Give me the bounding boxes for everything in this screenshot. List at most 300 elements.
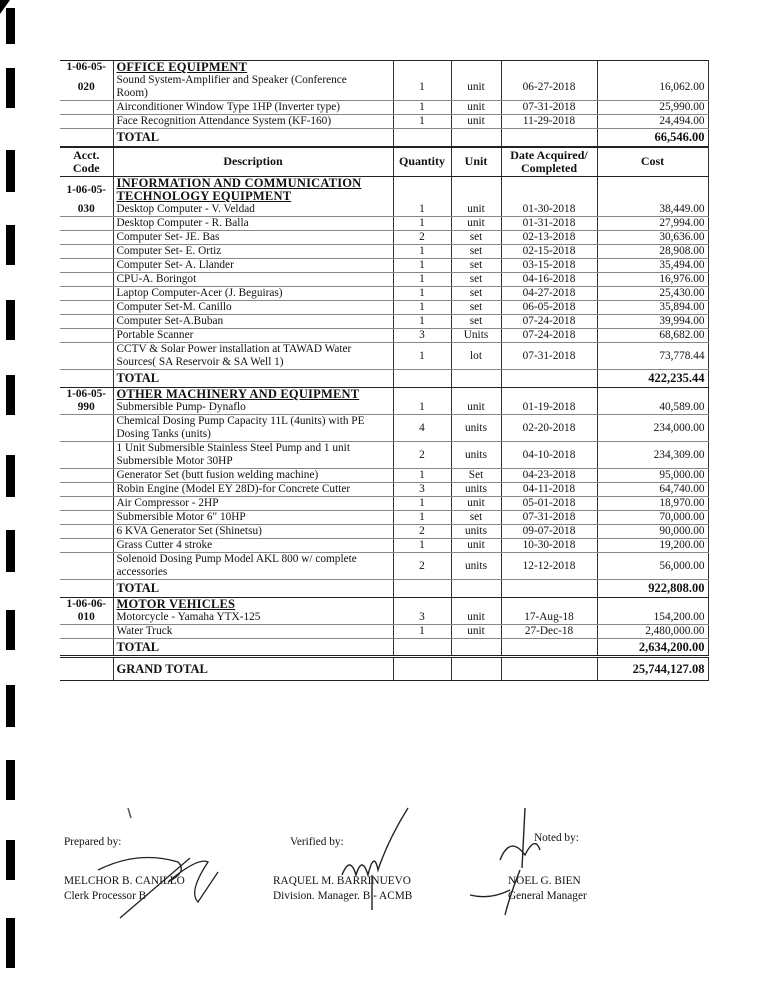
item-desc-line1: CCTV & Solar Power installation at TAWAD Water <box>116 343 352 355</box>
item-desc-line1: CPU-A. Boringot <box>116 273 197 285</box>
handwritten-signatures <box>60 800 760 950</box>
empty-cell <box>451 177 501 204</box>
acct-code <box>60 657 113 681</box>
item-unit: set <box>451 315 501 329</box>
code-part2: 030 <box>77 203 95 215</box>
item-unit: unit <box>451 401 501 415</box>
code-part1: 1-06-05- <box>66 388 107 400</box>
table-row <box>60 639 708 657</box>
item-cost: 2,480,000.00 <box>597 625 708 639</box>
acct-code <box>60 442 113 469</box>
item-desc-line1: Solenoid Dosing Pump Model AKL 800 w/ complete <box>116 553 357 565</box>
item-desc-line2: Dosing Tanks (units) <box>116 428 211 440</box>
item-description <box>113 259 393 273</box>
item-unit: unit <box>451 497 501 511</box>
item-desc-line1: 6 KVA Generator Set (Shinetsu) <box>116 525 262 537</box>
item-unit: set <box>451 273 501 287</box>
item-quantity: 1 <box>393 203 451 217</box>
table-row <box>60 315 708 329</box>
acct-code <box>60 343 113 370</box>
item-date: 09-07-2018 <box>501 525 597 539</box>
code-part2: 010 <box>77 611 95 623</box>
table-row <box>60 259 708 273</box>
acct-code <box>60 469 113 483</box>
item-desc-line1: Laptop Computer-Acer (J. Beguiras) <box>116 287 283 299</box>
item-desc-line2: accessories <box>116 566 168 578</box>
inventory-table <box>60 60 709 681</box>
table-row <box>60 553 708 580</box>
item-cost: 234,000.00 <box>597 415 708 442</box>
verified-by-title: Division. Manager. B - ACMB <box>273 890 413 902</box>
item-desc-line1: Grass Cutter 4 stroke <box>116 539 213 551</box>
item-desc-line1: Robin Engine (Model EY 28D)-for Concrete Cutter <box>116 483 351 495</box>
item-quantity: 1 <box>393 511 451 525</box>
empty-cell <box>501 580 597 598</box>
item-description <box>113 74 393 101</box>
item-description <box>113 273 393 287</box>
item-description <box>113 217 393 231</box>
item-unit: Units <box>451 329 501 343</box>
empty-cell <box>393 370 451 388</box>
table-row <box>60 231 708 245</box>
section-title: OTHER MACHINERY AND EQUIPMENT <box>113 388 393 402</box>
item-desc-line2: Sources( SA Reservoir & SA Well 1) <box>116 356 284 368</box>
item-date: 07-24-2018 <box>501 315 597 329</box>
item-desc-line1: Computer Set- E. Ortiz <box>116 245 222 257</box>
item-cost: 25,990.00 <box>597 101 708 115</box>
acct-code <box>60 61 113 75</box>
table-row <box>60 539 708 553</box>
item-desc-line1: Computer Set- A. Llander <box>116 259 234 271</box>
item-description <box>113 287 393 301</box>
item-cost: 16,062.00 <box>597 74 708 101</box>
item-desc-line1: Chemical Dosing Pump Capacity 11L (4units) with PE <box>116 415 365 427</box>
item-description <box>113 539 393 553</box>
code-part2: 020 <box>77 80 95 93</box>
table-row <box>60 657 708 681</box>
table-row <box>60 525 708 539</box>
item-quantity: 1 <box>393 287 451 301</box>
item-cost: 38,449.00 <box>597 203 708 217</box>
item-desc-line1: 1 Unit Submersible Stainless Steel Pump and 1 unit <box>116 442 350 454</box>
item-description <box>113 442 393 469</box>
item-desc-line2: Submersible Motor 30HP <box>116 455 233 467</box>
item-cost: 27,994.00 <box>597 217 708 231</box>
acct-line2: Code <box>72 160 100 175</box>
item-quantity: 1 <box>393 625 451 639</box>
table-row <box>60 74 708 101</box>
table-row <box>60 115 708 129</box>
item-date: 11-29-2018 <box>501 115 597 129</box>
item-unit: Set <box>451 469 501 483</box>
acct-code <box>60 217 113 231</box>
item-cost: 18,970.00 <box>597 497 708 511</box>
table-row <box>60 511 708 525</box>
acct-code <box>60 245 113 259</box>
acct-code <box>60 370 113 388</box>
item-cost: 16,976.00 <box>597 273 708 287</box>
acct-code <box>60 415 113 442</box>
item-date: 04-27-2018 <box>501 287 597 301</box>
item-unit: set <box>451 245 501 259</box>
item-quantity: 1 <box>393 259 451 273</box>
empty-cell <box>393 639 451 657</box>
item-unit: lot <box>451 343 501 370</box>
item-description <box>113 415 393 442</box>
prepared-by-name: MELCHOR B. CANILLO <box>64 875 185 887</box>
item-unit: unit <box>451 101 501 115</box>
header-description: Description <box>113 147 393 177</box>
table-row <box>60 415 708 442</box>
item-description <box>113 483 393 497</box>
empty-cell <box>501 657 597 681</box>
item-description <box>113 525 393 539</box>
acct-code <box>60 129 113 147</box>
item-cost: 28,908.00 <box>597 245 708 259</box>
item-desc-line1: Desktop Computer - V. Veldad <box>116 203 255 215</box>
item-cost: 30,636.00 <box>597 231 708 245</box>
item-date: 17-Aug-18 <box>501 611 597 625</box>
item-description <box>113 245 393 259</box>
item-date: 12-12-2018 <box>501 553 597 580</box>
empty-cell <box>393 129 451 147</box>
noted-by-label: Noted by: <box>534 832 579 844</box>
table-row <box>60 101 708 115</box>
item-desc-line1: Air Compressor - 2HP <box>116 497 219 509</box>
item-quantity: 3 <box>393 329 451 343</box>
item-cost: 95,000.00 <box>597 469 708 483</box>
table-row <box>60 625 708 639</box>
acct-code <box>60 231 113 245</box>
item-desc-line1: Desktop Computer - R. Balla <box>116 217 249 229</box>
item-description <box>113 115 393 129</box>
item-date: 04-11-2018 <box>501 483 597 497</box>
table-row <box>60 469 708 483</box>
code-part1: 1-06-05- <box>66 61 107 73</box>
item-unit: units <box>451 525 501 539</box>
table-row <box>60 483 708 497</box>
verified-by-name: RAQUEL M. BARRINUEVO <box>273 875 411 887</box>
empty-cell <box>393 657 451 681</box>
empty-cell <box>597 61 708 75</box>
empty-cell <box>393 580 451 598</box>
item-description <box>113 511 393 525</box>
item-description <box>113 101 393 115</box>
acct-code <box>60 101 113 115</box>
item-date: 27-Dec-18 <box>501 625 597 639</box>
table-row <box>60 129 708 147</box>
total-label: TOTAL <box>113 129 393 147</box>
item-quantity: 2 <box>393 231 451 245</box>
empty-cell <box>597 598 708 612</box>
acct-code <box>60 611 113 625</box>
empty-cell <box>451 388 501 402</box>
empty-cell <box>501 639 597 657</box>
table-row <box>60 388 708 402</box>
item-unit: units <box>451 442 501 469</box>
item-quantity: 1 <box>393 315 451 329</box>
item-cost: 154,200.00 <box>597 611 708 625</box>
item-description <box>113 343 393 370</box>
table-row <box>60 442 708 469</box>
acct-code <box>60 315 113 329</box>
section-title: INFORMATION AND COMMUNICATION TECHNOLOGY EQUIPMENT <box>113 177 393 204</box>
acct-code <box>60 625 113 639</box>
item-cost: 90,000.00 <box>597 525 708 539</box>
item-quantity: 3 <box>393 611 451 625</box>
item-date: 05-01-2018 <box>501 497 597 511</box>
total-label: TOTAL <box>113 639 393 657</box>
item-quantity: 1 <box>393 217 451 231</box>
item-date: 04-16-2018 <box>501 273 597 287</box>
acct-code <box>60 598 113 612</box>
item-desc-line1: Water Truck <box>116 625 173 637</box>
item-quantity: 1 <box>393 343 451 370</box>
table-row <box>60 301 708 315</box>
item-desc-line1: Portable Scanner <box>116 329 194 341</box>
acct-code <box>60 539 113 553</box>
item-unit: unit <box>451 625 501 639</box>
item-quantity: 1 <box>393 273 451 287</box>
item-cost: 39,994.00 <box>597 315 708 329</box>
binder-hole-marks <box>6 0 20 981</box>
table-row <box>60 177 708 204</box>
acct-code <box>60 497 113 511</box>
item-date: 02-20-2018 <box>501 415 597 442</box>
item-cost: 35,494.00 <box>597 259 708 273</box>
total-label: TOTAL <box>113 580 393 598</box>
empty-cell <box>501 370 597 388</box>
code-part1: 1-06-05- <box>66 183 107 196</box>
section-total: 922,808.00 <box>597 580 708 598</box>
item-quantity: 1 <box>393 301 451 315</box>
item-unit: unit <box>451 203 501 217</box>
table-row <box>60 287 708 301</box>
acct-code <box>60 525 113 539</box>
noted-by-title: General Manager <box>508 890 587 902</box>
item-cost: 73,778.44 <box>597 343 708 370</box>
item-desc-line1: Computer Set-M. Canillo <box>116 301 232 313</box>
item-desc-line1: Submersible Pump- Dynaflo <box>116 401 246 413</box>
section-title: OFFICE EQUIPMENT <box>113 61 393 75</box>
prepared-by-label: Prepared by: <box>64 836 122 848</box>
section-total: 422,235.44 <box>597 370 708 388</box>
table-row <box>60 217 708 231</box>
item-cost: 68,682.00 <box>597 329 708 343</box>
header-unit: Unit <box>451 147 501 177</box>
item-unit: set <box>451 301 501 315</box>
acct-code <box>60 203 113 217</box>
item-unit: units <box>451 483 501 497</box>
item-date: 01-19-2018 <box>501 401 597 415</box>
empty-cell <box>451 598 501 612</box>
item-date: 02-15-2018 <box>501 245 597 259</box>
item-quantity: 1 <box>393 101 451 115</box>
item-desc-line1: Generator Set (butt fusion welding machine) <box>116 469 319 481</box>
item-desc-line1: Airconditioner Window Type 1HP (Inverter type) <box>116 101 340 113</box>
empty-cell <box>393 61 451 75</box>
item-unit: units <box>451 553 501 580</box>
acct-code <box>60 273 113 287</box>
code-part1: 1-06-06- <box>66 598 107 610</box>
table-row <box>60 147 708 177</box>
item-description <box>113 329 393 343</box>
header-cost: Cost <box>597 147 708 177</box>
table-row <box>60 370 708 388</box>
empty-cell <box>451 657 501 681</box>
item-description <box>113 401 393 415</box>
header-quantity: Quantity <box>393 147 451 177</box>
table-row <box>60 329 708 343</box>
item-description <box>113 231 393 245</box>
acct-line1: Acct. <box>73 147 100 162</box>
item-quantity: 1 <box>393 115 451 129</box>
item-description <box>113 315 393 329</box>
empty-cell <box>501 177 597 204</box>
item-cost: 70,000.00 <box>597 511 708 525</box>
item-date: 01-30-2018 <box>501 203 597 217</box>
item-unit: unit <box>451 115 501 129</box>
empty-cell <box>597 388 708 402</box>
acct-code <box>60 74 113 101</box>
empty-cell <box>393 177 451 204</box>
item-cost: 56,000.00 <box>597 553 708 580</box>
prepared-by-title: Clerk Processor B <box>64 890 147 902</box>
header-date <box>501 147 597 177</box>
item-unit: unit <box>451 611 501 625</box>
table-row <box>60 497 708 511</box>
item-description <box>113 469 393 483</box>
item-quantity: 1 <box>393 74 451 101</box>
item-description <box>113 301 393 315</box>
table-row <box>60 343 708 370</box>
empty-cell <box>393 388 451 402</box>
item-quantity: 4 <box>393 415 451 442</box>
item-quantity: 1 <box>393 245 451 259</box>
item-unit: set <box>451 511 501 525</box>
item-description <box>113 611 393 625</box>
item-cost: 64,740.00 <box>597 483 708 497</box>
table-row <box>60 580 708 598</box>
item-quantity: 3 <box>393 483 451 497</box>
grand-total-label: GRAND TOTAL <box>113 657 393 681</box>
table-row <box>60 203 708 217</box>
item-unit: set <box>451 231 501 245</box>
acct-code <box>60 401 113 415</box>
acct-code <box>60 639 113 657</box>
item-cost: 35,894.00 <box>597 301 708 315</box>
empty-cell <box>451 639 501 657</box>
empty-cell <box>393 598 451 612</box>
acct-code <box>60 177 113 204</box>
acct-code <box>60 483 113 497</box>
verified-by-label: Verified by: <box>290 836 344 848</box>
item-unit: units <box>451 415 501 442</box>
grand-total-value: 25,744,127.08 <box>597 657 708 681</box>
item-unit: unit <box>451 217 501 231</box>
item-desc-line1: Computer Set- JE. Bas <box>116 231 220 243</box>
item-desc-line1: Face Recognition Attendance System (KF-160) <box>116 115 332 127</box>
item-desc-line1: Sound System-Amplifier and Speaker (Conference <box>116 74 347 86</box>
table-row <box>60 61 708 75</box>
section-total: 2,634,200.00 <box>597 639 708 657</box>
item-unit: unit <box>451 539 501 553</box>
item-date: 07-31-2018 <box>501 343 597 370</box>
acct-code <box>60 329 113 343</box>
table-row <box>60 598 708 612</box>
item-desc-line1: Computer Set-A.Buban <box>116 315 224 327</box>
empty-cell <box>501 129 597 147</box>
item-description <box>113 497 393 511</box>
item-quantity: 1 <box>393 401 451 415</box>
acct-code <box>60 388 113 402</box>
code-part2: 990 <box>77 401 95 413</box>
empty-cell <box>451 129 501 147</box>
section-title: MOTOR VEHICLES <box>113 598 393 612</box>
empty-cell <box>501 598 597 612</box>
item-unit: set <box>451 287 501 301</box>
item-quantity: 1 <box>393 539 451 553</box>
item-unit: set <box>451 259 501 273</box>
item-description <box>113 203 393 217</box>
empty-cell <box>451 61 501 75</box>
total-label: TOTAL <box>113 370 393 388</box>
acct-code <box>60 259 113 273</box>
table-row <box>60 401 708 415</box>
item-description <box>113 625 393 639</box>
table-row <box>60 611 708 625</box>
item-desc-line2: Room) <box>116 87 148 99</box>
item-cost: 40,589.00 <box>597 401 708 415</box>
item-quantity: 2 <box>393 442 451 469</box>
empty-cell <box>501 388 597 402</box>
item-date: 04-10-2018 <box>501 442 597 469</box>
item-desc-line1: Motorcycle - Yamaha YTX-125 <box>116 611 261 623</box>
item-desc-line1: Submersible Motor 6" 10HP <box>116 511 246 523</box>
item-date: 03-15-2018 <box>501 259 597 273</box>
item-date: 07-31-2018 <box>501 101 597 115</box>
item-date: 06-27-2018 <box>501 74 597 101</box>
item-description <box>113 553 393 580</box>
empty-cell <box>451 580 501 598</box>
item-date: 02-13-2018 <box>501 231 597 245</box>
item-date: 06-05-2018 <box>501 301 597 315</box>
empty-cell <box>451 370 501 388</box>
header-acct-code <box>60 147 113 177</box>
table-row <box>60 245 708 259</box>
item-quantity: 2 <box>393 553 451 580</box>
acct-code <box>60 511 113 525</box>
item-cost: 24,494.00 <box>597 115 708 129</box>
acct-code <box>60 301 113 315</box>
item-date: 07-24-2018 <box>501 329 597 343</box>
section-total: 66,546.00 <box>597 129 708 147</box>
empty-cell <box>501 61 597 75</box>
acct-code <box>60 580 113 598</box>
item-cost: 25,430.00 <box>597 287 708 301</box>
empty-cell <box>597 177 708 204</box>
item-quantity: 2 <box>393 525 451 539</box>
acct-code <box>60 115 113 129</box>
acct-code <box>60 287 113 301</box>
item-cost: 234,309.00 <box>597 442 708 469</box>
item-date: 04-23-2018 <box>501 469 597 483</box>
item-quantity: 1 <box>393 469 451 483</box>
date-line1: Date Acquired/ <box>510 147 588 162</box>
table-row <box>60 273 708 287</box>
acct-code <box>60 553 113 580</box>
item-quantity: 1 <box>393 497 451 511</box>
